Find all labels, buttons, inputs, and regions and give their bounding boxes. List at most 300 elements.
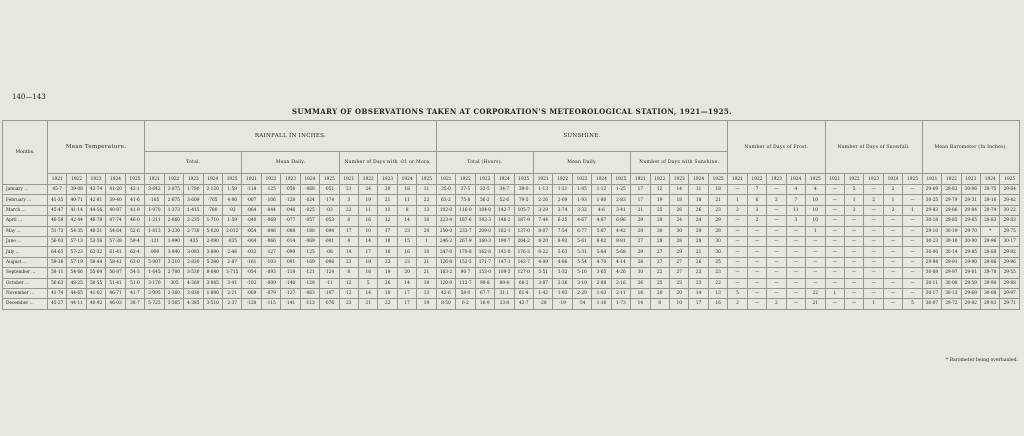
value-cell: — [806,278,825,288]
value-cell: 46·03 [106,299,125,309]
value-cell: 18 [670,195,689,205]
value-cell: — [806,247,825,257]
year-header: 1921 [825,174,844,185]
value-cell: 96·7 [456,268,475,278]
value-cell: 2·012 [222,226,241,236]
value-cell: 54·3 [125,268,144,278]
year-header: 1921 [728,174,747,185]
value-cell: 2 [844,205,863,215]
value-cell: 27 [650,257,669,267]
value-cell: ·169 [300,257,319,267]
value-cell: 7·54 [553,226,572,236]
value-cell: 33·8 [495,299,514,309]
value-cell: 17 [397,288,416,298]
value-cell: 153·0 [475,268,494,278]
value-cell: 47·74 [106,216,125,226]
value-cell: 29 [689,226,708,236]
value-cell: 43·7 [514,299,533,309]
value-cell: 23 [689,278,708,288]
value-cell: 146·2 [495,216,514,226]
value-cell: — [728,216,747,226]
value-cell: 247·0 [436,247,455,257]
value-cell: 23 [397,257,416,267]
value-cell: 30·17 [922,288,941,298]
value-cell: — [767,257,786,267]
value-cell: 1 [883,195,902,205]
value-cell: 5 [844,185,863,195]
value-cell: 56·03 [48,236,67,246]
value-cell: 105·7 [514,205,533,215]
value-cell: 57·38 [106,236,125,246]
value-cell: 29·65 [961,216,980,226]
value-cell: 39·08 [67,185,86,195]
month-cell: September ... [3,268,48,278]
value-cell: ·068 [300,185,319,195]
value-cell: 45·47 [48,205,67,215]
value-cell: 44·11 [67,299,86,309]
value-cell: 18 [417,278,436,288]
value-cell: 1 [806,226,825,236]
value-cell: ·140 [281,278,300,288]
table-row [3,268,1020,278]
value-cell: 13 [417,205,436,215]
value-cell: ·076 [320,299,339,309]
value-cell: 46·78 [86,216,105,226]
value-cell: 28 [708,226,727,236]
value-cell: — [806,268,825,278]
value-cell: 29·91 [942,257,961,267]
value-cell: 51·73 [48,226,67,236]
value-cell: 30 [708,236,727,246]
value-cell: 3·170 [145,278,164,288]
month-cell: July ... [3,247,48,257]
value-cell: 170·8 [456,247,475,257]
value-cell: ·001 [320,236,339,246]
value-cell: 1·211 [145,216,164,226]
rain-days-header: Number of Days with ·01 or More. [339,152,436,174]
value-cell: 4 [339,236,358,246]
value-cell: 29·69 [922,185,941,195]
value-cell: 54·66 [67,268,86,278]
value-cell: 2 [883,185,902,195]
value-cell: 22 [806,288,825,298]
value-cell: ·120 [242,299,261,309]
value-cell: ·057 [300,216,319,226]
value-cell: — [903,216,922,226]
value-cell: 20 [378,185,397,195]
value-cell: 58·41 [106,257,125,267]
value-cell: — [903,195,922,205]
value-cell: 16 [708,299,727,309]
value-cell: 5·31 [572,247,591,257]
value-cell: 3 [747,205,766,215]
value-cell: 45·27 [48,299,67,309]
value-cell: ·125 [261,185,280,195]
value-cell: 41·9 [125,205,144,215]
value-cell: 5·54 [572,257,591,267]
year-header: 1924 [203,174,222,185]
year-header: 1925 [222,174,241,185]
value-cell: 4 [786,185,805,195]
year-header: 1922 [164,174,183,185]
value-cell: 3·940 [164,247,183,257]
year-header: 1921 [436,174,455,185]
value-cell: — [844,226,863,236]
value-cell: 1·59 [222,216,241,226]
value-cell: 21 [378,195,397,205]
value-cell: 3·36 [553,278,572,288]
value-cell: 14 [397,278,416,288]
value-cell: 2·360 [164,288,183,298]
value-cell: 63·2 [436,195,455,205]
value-cell: ·044 [261,205,280,215]
value-cell: ·032 [242,247,261,257]
value-cell: 1·890 [203,288,222,298]
value-cell: 16·9 [475,299,494,309]
value-cell: 29 [631,247,650,257]
value-cell: ·040 [242,216,261,226]
value-cell: 8·50 [436,299,455,309]
value-cell: 13 [708,288,727,298]
value-cell: 18 [397,185,416,195]
value-cell: 23 [397,226,416,236]
value-cell: 3·985 [203,278,222,288]
value-cell: 29·97 [1000,288,1020,298]
table-row [3,216,1020,226]
value-cell: 1·93 [572,195,591,205]
value-cell: 4·6 [592,205,611,215]
value-cell: 19 [650,195,669,205]
value-cell: 4·67 [572,216,591,226]
value-cell: 13 [378,205,397,215]
value-cell: 4·09 [533,257,552,267]
value-cell: — [844,299,863,309]
value-cell: 19 [417,299,436,309]
value-cell: ·025 [300,205,319,215]
value-cell: ·115 [261,299,280,309]
year-header: 1922 [747,174,766,185]
value-cell: — [825,226,844,236]
value-cell: 143·3 [475,216,494,226]
value-cell: ·125 [300,247,319,257]
value-cell: 190·7 [495,236,514,246]
value-cell: 104·0 [475,205,494,215]
value-cell: 7 [786,195,805,205]
value-cell: 171·7 [475,257,494,267]
value-cell: 29·69 [961,288,980,298]
value-cell: 62·32 [86,247,105,257]
value-cell: 29·64 [1000,185,1020,195]
value-cell: 162·1 [495,226,514,236]
value-cell: 30·14 [942,247,961,257]
value-cell: ·053 [320,216,339,226]
value-cell: 64·65 [48,247,67,257]
value-cell: 3·41 [222,278,241,288]
value-cell: ·141 [281,299,300,309]
value-cell: 3·230 [164,226,183,236]
value-cell: 42·81 [86,195,105,205]
value-cell: — [728,247,747,257]
value-cell: 1·415 [184,205,203,215]
value-cell: — [883,236,902,246]
value-cell: 41·35 [48,195,67,205]
value-cell: 22 [650,268,669,278]
value-cell: ·099 [281,247,300,257]
value-cell: 29·78 [981,268,1000,278]
value-cell: — [844,216,863,226]
value-cell: 2·21 [222,288,241,298]
value-cell: ·054 [242,226,261,236]
value-cell: ·004 [242,236,261,246]
value-cell: 246·2 [436,236,455,246]
value-cell: ·064 [242,205,261,215]
value-cell: 24 [689,216,708,226]
value-cell: 6·25 [553,216,572,226]
value-cell: — [883,268,902,278]
value-cell: ·185 [145,195,164,205]
value-cell: 29·86 [981,257,1000,267]
value-cell: — [864,288,883,298]
value-cell: 17 [689,299,708,309]
value-cell: 2 [728,299,747,309]
year-header: 1924 [689,174,708,185]
value-cell: ·124 [320,268,339,278]
value-cell: 29 [670,247,689,257]
sunshine-header: SUNSHINE. [436,121,728,152]
value-cell: 23 [708,205,727,215]
year-header: 1922 [650,174,669,185]
value-cell: 17 [631,185,650,195]
rain-mean-daily-header: Mean Daily. [242,152,339,174]
value-cell: 25 [650,205,669,215]
value-cell: 30·11 [922,278,941,288]
value-cell: — [864,257,883,267]
value-cell: ·113 [300,299,319,309]
value-cell: — [767,216,786,226]
value-cell: 3 [339,195,358,205]
value-cell: — [767,205,786,215]
value-cell: 10 [806,195,825,205]
value-cell: 54·64 [106,226,125,236]
value-cell: 21 [631,205,650,215]
value-cell: 3·642 [145,185,164,195]
value-cell: 8 [397,205,416,215]
value-cell: 30·13 [942,288,961,298]
value-cell: 44·56 [86,205,105,215]
value-cell: 11 [417,185,436,195]
value-cell: 30·08 [981,288,1000,298]
value-cell: — [728,257,747,267]
year-header: 1925 [320,174,339,185]
value-cell: 10 [378,236,397,246]
value-cell: — [747,247,766,257]
value-cell: 8 [339,268,358,278]
value-cell: 29·42 [1000,195,1020,205]
snow-header: Number of Days of Snowfall. [825,121,922,174]
value-cell: 57·19 [67,257,86,267]
value-cell: 152·5 [456,257,475,267]
value-cell: — [864,278,883,288]
value-cell: 30·17 [1000,236,1020,246]
value-cell: 26 [378,278,397,288]
value-cell: * [981,226,1000,236]
value-cell: 1·970 [145,205,164,215]
value-cell: 11 [397,195,416,205]
value-cell: 5·16 [572,268,591,278]
value-cell: 68·2 [514,278,533,288]
year-header: 1921 [145,174,164,185]
value-cell: 17 [339,226,358,236]
value-cell: 14 [339,247,358,257]
value-cell: — [786,247,805,257]
value-cell: 2·29 [572,288,591,298]
value-cell: 3·830 [184,288,203,298]
value-cell: 43·1 [125,185,144,195]
rainfall-header: RAINFALL IN INCHES. [145,121,437,152]
value-cell: 3·510 [203,299,222,309]
value-cell: 102·0 [436,205,455,215]
value-cell: 20 [397,268,416,278]
months-header: Months. [3,121,48,185]
value-cell: ·094 [320,226,339,236]
value-cell: 2·26 [533,195,552,205]
value-cell: 20 [417,226,436,236]
value-cell: — [767,185,786,195]
value-cell: ·054 [242,268,261,278]
value-cell: 2·69 [553,195,572,205]
value-cell: — [728,185,747,195]
value-cell: ·046 [261,226,280,236]
value-cell: 2·235 [184,216,203,226]
value-cell: 16 [417,216,436,226]
value-cell: 4·360 [184,278,203,288]
value-cell: — [883,226,902,236]
value-cell: 17 [359,247,378,257]
value-cell: 6·02 [592,236,611,246]
frost-header: Number of Days of Frost. [728,121,825,174]
value-cell: 250·0 [436,226,455,236]
value-cell: ·435 [184,236,203,246]
value-cell: ·093 [261,268,280,278]
value-cell: 2·780 [164,268,183,278]
value-cell: 14 [689,288,708,298]
value-cell: 29 [631,226,650,236]
value-cell: 163·2 [436,268,455,278]
value-cell: 30·22 [1000,205,1020,215]
month-cell: March ... [3,205,48,215]
value-cell: 2·060 [164,216,183,226]
value-cell: 41·02 [86,288,105,298]
value-cell: — [747,288,766,298]
year-header: 1924 [786,174,805,185]
footnote: * Barometer being overhauled. [945,358,1018,363]
year-header: 1925 [1000,174,1020,185]
value-cell: 3·565 [164,299,183,309]
value-cell: 1·59 [222,185,241,195]
value-cell: 41·7 [125,288,144,298]
value-cell: 120·0 [436,278,455,288]
value-cell: 61·4 [514,288,533,298]
value-cell: 116·0 [456,205,475,215]
value-cell: 21 [806,299,825,309]
value-cell: — [903,268,922,278]
value-cell: 3·19 [572,278,591,288]
value-cell: — [844,236,863,246]
value-cell: 17 [397,299,416,309]
value-cell: — [864,236,883,246]
value-cell: — [767,278,786,288]
value-cell: 54·35 [67,226,86,236]
value-cell: 48·21 [86,226,105,236]
value-cell: 43·74 [86,185,105,195]
value-cell: 29·86 [942,205,961,215]
value-cell: 209·0 [475,226,494,236]
value-cell: ·035 [222,236,241,246]
value-cell: 26 [689,205,708,215]
value-cell: 1 [728,195,747,205]
value-cell: 3·210 [164,257,183,267]
value-cell: — [767,226,786,236]
value-cell: 28 [670,236,689,246]
value-cell: 27 [670,257,689,267]
value-cell: ·118 [242,185,261,195]
value-cell: — [864,268,883,278]
value-cell: — [747,236,766,246]
value-cell: ·088 [281,226,300,236]
year-header: 1922 [942,174,961,185]
value-cell: — [825,247,844,257]
value-cell: 29 [708,216,727,226]
sun-days-header: Number of Days with Sunshine. [631,152,728,174]
value-cell: 15 [397,236,416,246]
value-cell: 12 [339,278,358,288]
value-cell: 5 [903,299,922,309]
value-cell: 29 [631,216,650,226]
value-cell: 142·7 [495,205,514,215]
value-cell: 38·7 [125,299,144,309]
value-cell: 37·5 [456,185,475,195]
value-cell: 30·00 [922,247,941,257]
value-cell: — [806,236,825,246]
value-cell: 1·12 [592,185,611,195]
year-header: 1924 [300,174,319,185]
value-cell: 30·19 [942,226,961,236]
value-cell: — [786,278,805,288]
value-cell: 75·8 [456,195,475,205]
value-cell: 2 [767,299,786,309]
value-cell: 5·68 [611,247,630,257]
value-cell: 89·4 [495,278,514,288]
value-cell: 3·65 [592,268,611,278]
value-cell: 3·32 [553,268,572,278]
value-cell: ·066 [261,236,280,246]
value-cell: 51·0 [125,278,144,288]
value-cell: 26 [670,205,689,215]
month-cell: December ... [3,299,48,309]
value-cell: 23 [339,299,358,309]
sun-total-header: Total (Hours). [436,152,533,174]
value-cell: ·765 [203,195,222,205]
value-cell: 3 [786,216,805,226]
year-header: 1923 [86,174,105,185]
value-cell: 2 [767,195,786,205]
value-cell: 58·0 [456,288,475,298]
value-cell: 40·87 [106,205,125,215]
year-header: 1925 [806,174,825,185]
value-cell: — [844,257,863,267]
value-cell: 4·14 [611,257,630,267]
value-cell: — [903,257,922,267]
